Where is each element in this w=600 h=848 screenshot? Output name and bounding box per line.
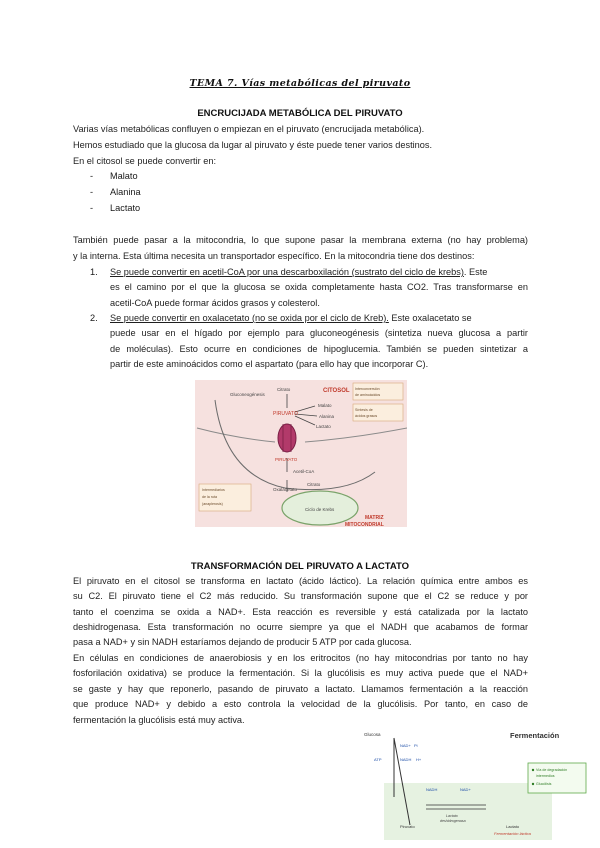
label-malato: Malato — [318, 403, 332, 408]
text-line: puede usar en el hígado por ejemplo para gluconeogénesis (sintetiza nueva glucosa a partir — [110, 328, 528, 338]
legend-text: intermedios — [536, 774, 555, 778]
label-lactato: Lactato — [316, 424, 331, 429]
label-mitocondrial: MITOCONDRIAL — [345, 522, 384, 527]
list-number: 2. — [90, 313, 98, 323]
transporter-icon — [278, 424, 296, 452]
label-piruvato: Piruvato — [400, 824, 415, 829]
page-title: TEMA 7. Vías metabólicas del piruvato — [189, 78, 411, 89]
enzyme-label: deshidrogenasa — [440, 819, 466, 823]
pyruvate-diagram-svg — [195, 380, 407, 527]
text-line: pasa a NAD+ y sin NADH estaríamos dejando de producir 5 ATP por cada glucosa. — [73, 637, 412, 647]
box-text: Intermediarios — [202, 488, 225, 492]
text-line: fermentación la glucólisis está muy activa. — [73, 715, 245, 725]
label-glucosa: Glucosa — [364, 732, 381, 737]
text-line: En el citosol se puede convertir en: — [73, 156, 216, 166]
label-nad: NAD+ — [400, 743, 411, 748]
label-nadh-2: NADH — [426, 787, 438, 792]
list-bullet: - — [90, 187, 94, 197]
text-line: se gaste y hay que reponerlo, pasando de piruvato a lactato. Llamamos fermentación a la reacción — [73, 684, 528, 694]
label-pi: Pi — [414, 743, 418, 748]
list-bullet: - — [90, 171, 94, 181]
arrow — [295, 406, 315, 412]
numbered-item-1 — [110, 267, 528, 278]
box-text: ácidos grasos — [355, 414, 378, 418]
fermentation-title: Fermentación — [510, 731, 560, 740]
underlined-text: Se puede convertir en acetil-CoA por una descarboxilación (sustrato del ciclo de krebs) — [110, 267, 464, 277]
label-citrato: Citrato — [307, 482, 321, 487]
text-line: Varias vías metabólicas confluyen o empiezan en el piruvato (encrucijada metabólica). — [73, 124, 425, 134]
underlined-text: Se puede convertir en oxalacetato (no se oxida por el ciclo de Kreb). — [110, 313, 389, 323]
section-heading-encrucijada: ENCRUCIJADA METABÓLICA DEL PIRUVATO — [197, 108, 403, 119]
text-line: que produce NAD+ y debido a esto controla la velocidad de la glucólisis. Por tanto, en caso de — [73, 699, 528, 709]
text-span: . Este — [463, 267, 488, 277]
label-atp: ATP — [374, 757, 382, 762]
legend-bullet — [532, 769, 534, 771]
list-bullet: - — [90, 203, 94, 213]
arrow — [295, 416, 315, 425]
membrane-line — [197, 428, 275, 442]
label-citrato-top: Citrato — [277, 387, 291, 392]
text-line: de moléculas). Esto ocurre en condiciones de hipoglucemia. También se pueden sintetizar a — [110, 344, 528, 354]
arrow — [295, 414, 317, 416]
fermentation-figure — [360, 725, 588, 843]
label-citosol: CITOSOL — [323, 388, 350, 394]
fermentation-diagram-svg — [360, 725, 588, 843]
fermentation-caption: Fermentación láctica — [494, 831, 531, 836]
legend-text: Glucólisis — [536, 782, 552, 786]
label-matriz: MATRIZ — [365, 515, 384, 521]
label-ciclo-krebs: Ciclo de Krebs — [305, 507, 335, 512]
list-item: Malato — [110, 171, 138, 181]
label-gluconeogenesis: Gluconeogénesis — [230, 392, 265, 397]
text-line: partir de este aminoácidos como el aspartato (para ello hay que incorporar C). — [110, 359, 429, 369]
text-line: fosforilación oxidativa) se produce la fermentación. Si la glucólisis es muy activa puede que el NAD+ — [73, 668, 528, 678]
membrane-line — [305, 428, 407, 442]
text-span: Este oxalacetato se — [388, 313, 472, 323]
legend-text: Vía de degradación — [536, 768, 568, 772]
enzyme-label: Lactato — [446, 814, 458, 818]
box-text: Síntesis de — [355, 408, 373, 412]
text-line: su C2. El piruvato tiene el C2 más reducido. Su transformación supone que el C2 se reduce y por — [73, 591, 528, 601]
text-line: También puede pasar a la mitocondria, lo que supone pasar la membrana externa (no hay problema) — [73, 235, 528, 245]
box-text: Interconversión — [355, 387, 380, 391]
label-piruvato: PIRUVATO — [273, 411, 298, 417]
text-line: es el camino por el que la glucosa se oxida completamente hasta CO2. Tras transformarse en — [110, 282, 528, 292]
section-heading-transformacion: TRANSFORMACIÓN DEL PIRUVATO A LACTATO — [190, 561, 410, 572]
box-text: de aminoácidos — [355, 393, 381, 397]
label-h: H+ — [416, 757, 422, 762]
text-line: En células en condiciones de anaerobiosis y en los eritrocitos (no hay mitocondrias por tanto no hay — [73, 653, 528, 663]
label-alanina: Alanina — [319, 414, 335, 419]
info-box — [353, 383, 403, 400]
label-oxalacetato: Oxalacetato — [273, 487, 298, 492]
numbered-item-2 — [110, 313, 528, 324]
label-acetil-coa: Acetil-CoA — [293, 469, 315, 474]
pyruvate-pathways-figure — [195, 380, 407, 527]
label-nadh: NADH — [400, 757, 412, 762]
text-line: Hemos estudiado que la glucosa da lugar al piruvato y éste puede tener varios destinos. — [73, 140, 433, 150]
legend-bullet — [532, 783, 534, 785]
label-lactato: Lactato — [506, 824, 520, 829]
text-line: deshidrogenasa. Esta transformación no ocurre siempre ya que el NADH que acabamos de formar — [73, 622, 528, 632]
text-line: El piruvato en el citosol se transforma en lactato (ácido láctico). La relación química entre ambos es — [73, 576, 528, 586]
label-nad-2: NAD+ — [460, 787, 471, 792]
text-line: tanto el coenzima se oxida a NAD+. Esta reacción es reversible y está catalizada por la lactato — [73, 607, 528, 617]
info-box — [353, 404, 403, 421]
text-line: y la interna. Esta última necesita un transportador específico. En la mitocondria tiene dos destinos: — [73, 251, 475, 261]
list-item: Alanina — [110, 187, 141, 197]
box-text: de la ruta — [202, 495, 217, 499]
box-text: (anaplerosis) — [202, 502, 223, 506]
text-line: acetil-CoA puede formar ácidos grasos y colesterol. — [110, 298, 320, 308]
label-piruvato-mito: PIRUVATO — [275, 457, 298, 462]
list-number: 1. — [90, 267, 98, 277]
list-item: Lactato — [110, 203, 141, 213]
